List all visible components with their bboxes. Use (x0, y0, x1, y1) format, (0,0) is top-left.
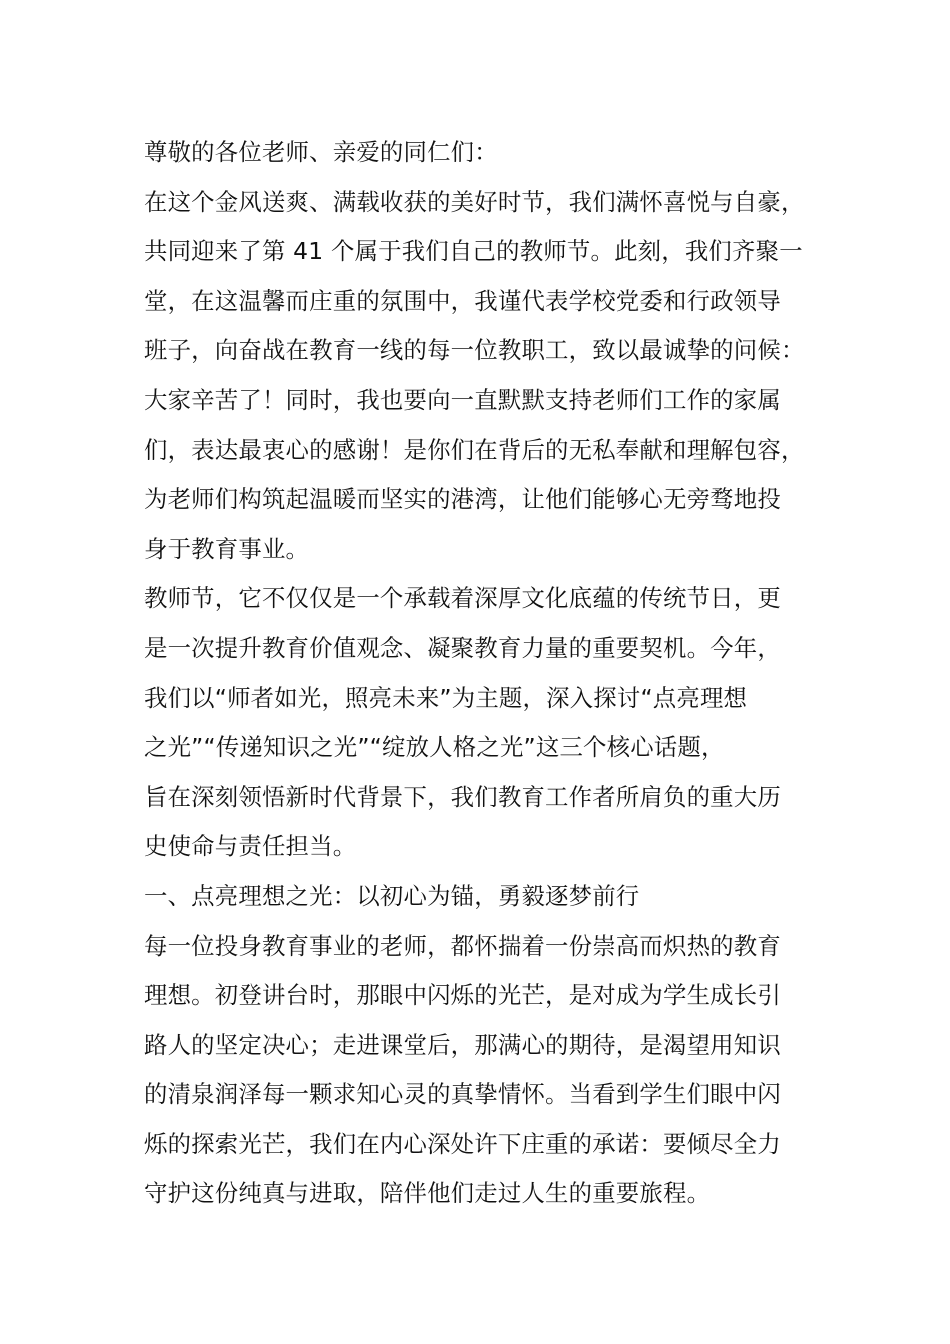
paragraph-1-line-7: 为老师们构筑起温暖而坚实的港湾，让他们能够心无旁骛地投 (144, 485, 781, 514)
paragraph-3-line-1: 每一位投身教育事业的老师，都怀揣着一份崇高而炽热的教育 (144, 931, 781, 960)
paragraph-1-line-8: 身于教育事业。 (144, 534, 310, 563)
greeting-line: 尊敬的各位老师、亲爱的同仁们： (144, 138, 498, 166)
paragraph-3-line-2: 理想。初登讲台时，那眼中闪烁的光芒，是对成为学生成长引 (144, 981, 781, 1010)
section-heading-1: 一、点亮理想之光：以初心为锚，勇毅逐梦前行 (144, 881, 640, 910)
paragraph-2-line-3: 我们以“师者如光，照亮未来”为主题，深入探讨“点亮理想 (144, 683, 748, 712)
paragraph-3-line-3: 路人的坚定决心；走进课堂后，那满心的期待，是渴望用知识 (144, 1030, 781, 1059)
paragraph-2-line-1: 教师节，它不仅仅是一个承载着深厚文化底蕴的传统节日，更 (144, 584, 781, 613)
paragraph-2-line-4: 之光”“传递知识之光”“绽放人格之光”这三个核心话题， (144, 733, 725, 762)
paragraph-3-line-4: 的清泉润泽每一颗求知心灵的真挚情怀。当看到学生们眼中闪 (144, 1080, 781, 1109)
paragraph-3-line-6: 守护这份纯真与进取，陪伴他们走过人生的重要旅程。 (144, 1179, 711, 1208)
paragraph-1-line-1: 在这个金风送爽、满载收获的美好时节，我们满怀喜悦与自豪， (144, 187, 805, 216)
paragraph-1-line-2: 共同迎来了第 41 个属于我们自己的教师节。此刻，我们齐聚一 (144, 237, 803, 266)
paragraph-1-line-6: 们，表达最衷心的感谢！是你们在背后的无私奉献和理解包容， (144, 435, 805, 464)
paragraph-1-line-3: 堂，在这温馨而庄重的氛围中，我谨代表学校党委和行政领导 (144, 286, 781, 315)
speech-body (144, 128, 834, 1219)
paragraph-1-line-5: 大家辛苦了！同时，我也要向一直默默支持老师们工作的家属 (144, 385, 781, 414)
paragraph-3-line-5: 烁的探索光芒，我们在内心深处许下庄重的承诺：要倾尽全力 (144, 1129, 781, 1158)
paragraph-2-line-5: 旨在深刻领悟新时代背景下，我们教育工作者所肩负的重大历 (144, 782, 781, 811)
paragraph-1-line-4: 班子，向奋战在教育一线的每一位教职工，致以最诚挚的问候： (144, 336, 805, 365)
paragraph-2-line-2: 是一次提升教育价值观念、凝聚教育力量的重要契机。今年， (144, 633, 781, 662)
paragraph-2-line-6: 史使命与责任担当。 (144, 832, 357, 861)
